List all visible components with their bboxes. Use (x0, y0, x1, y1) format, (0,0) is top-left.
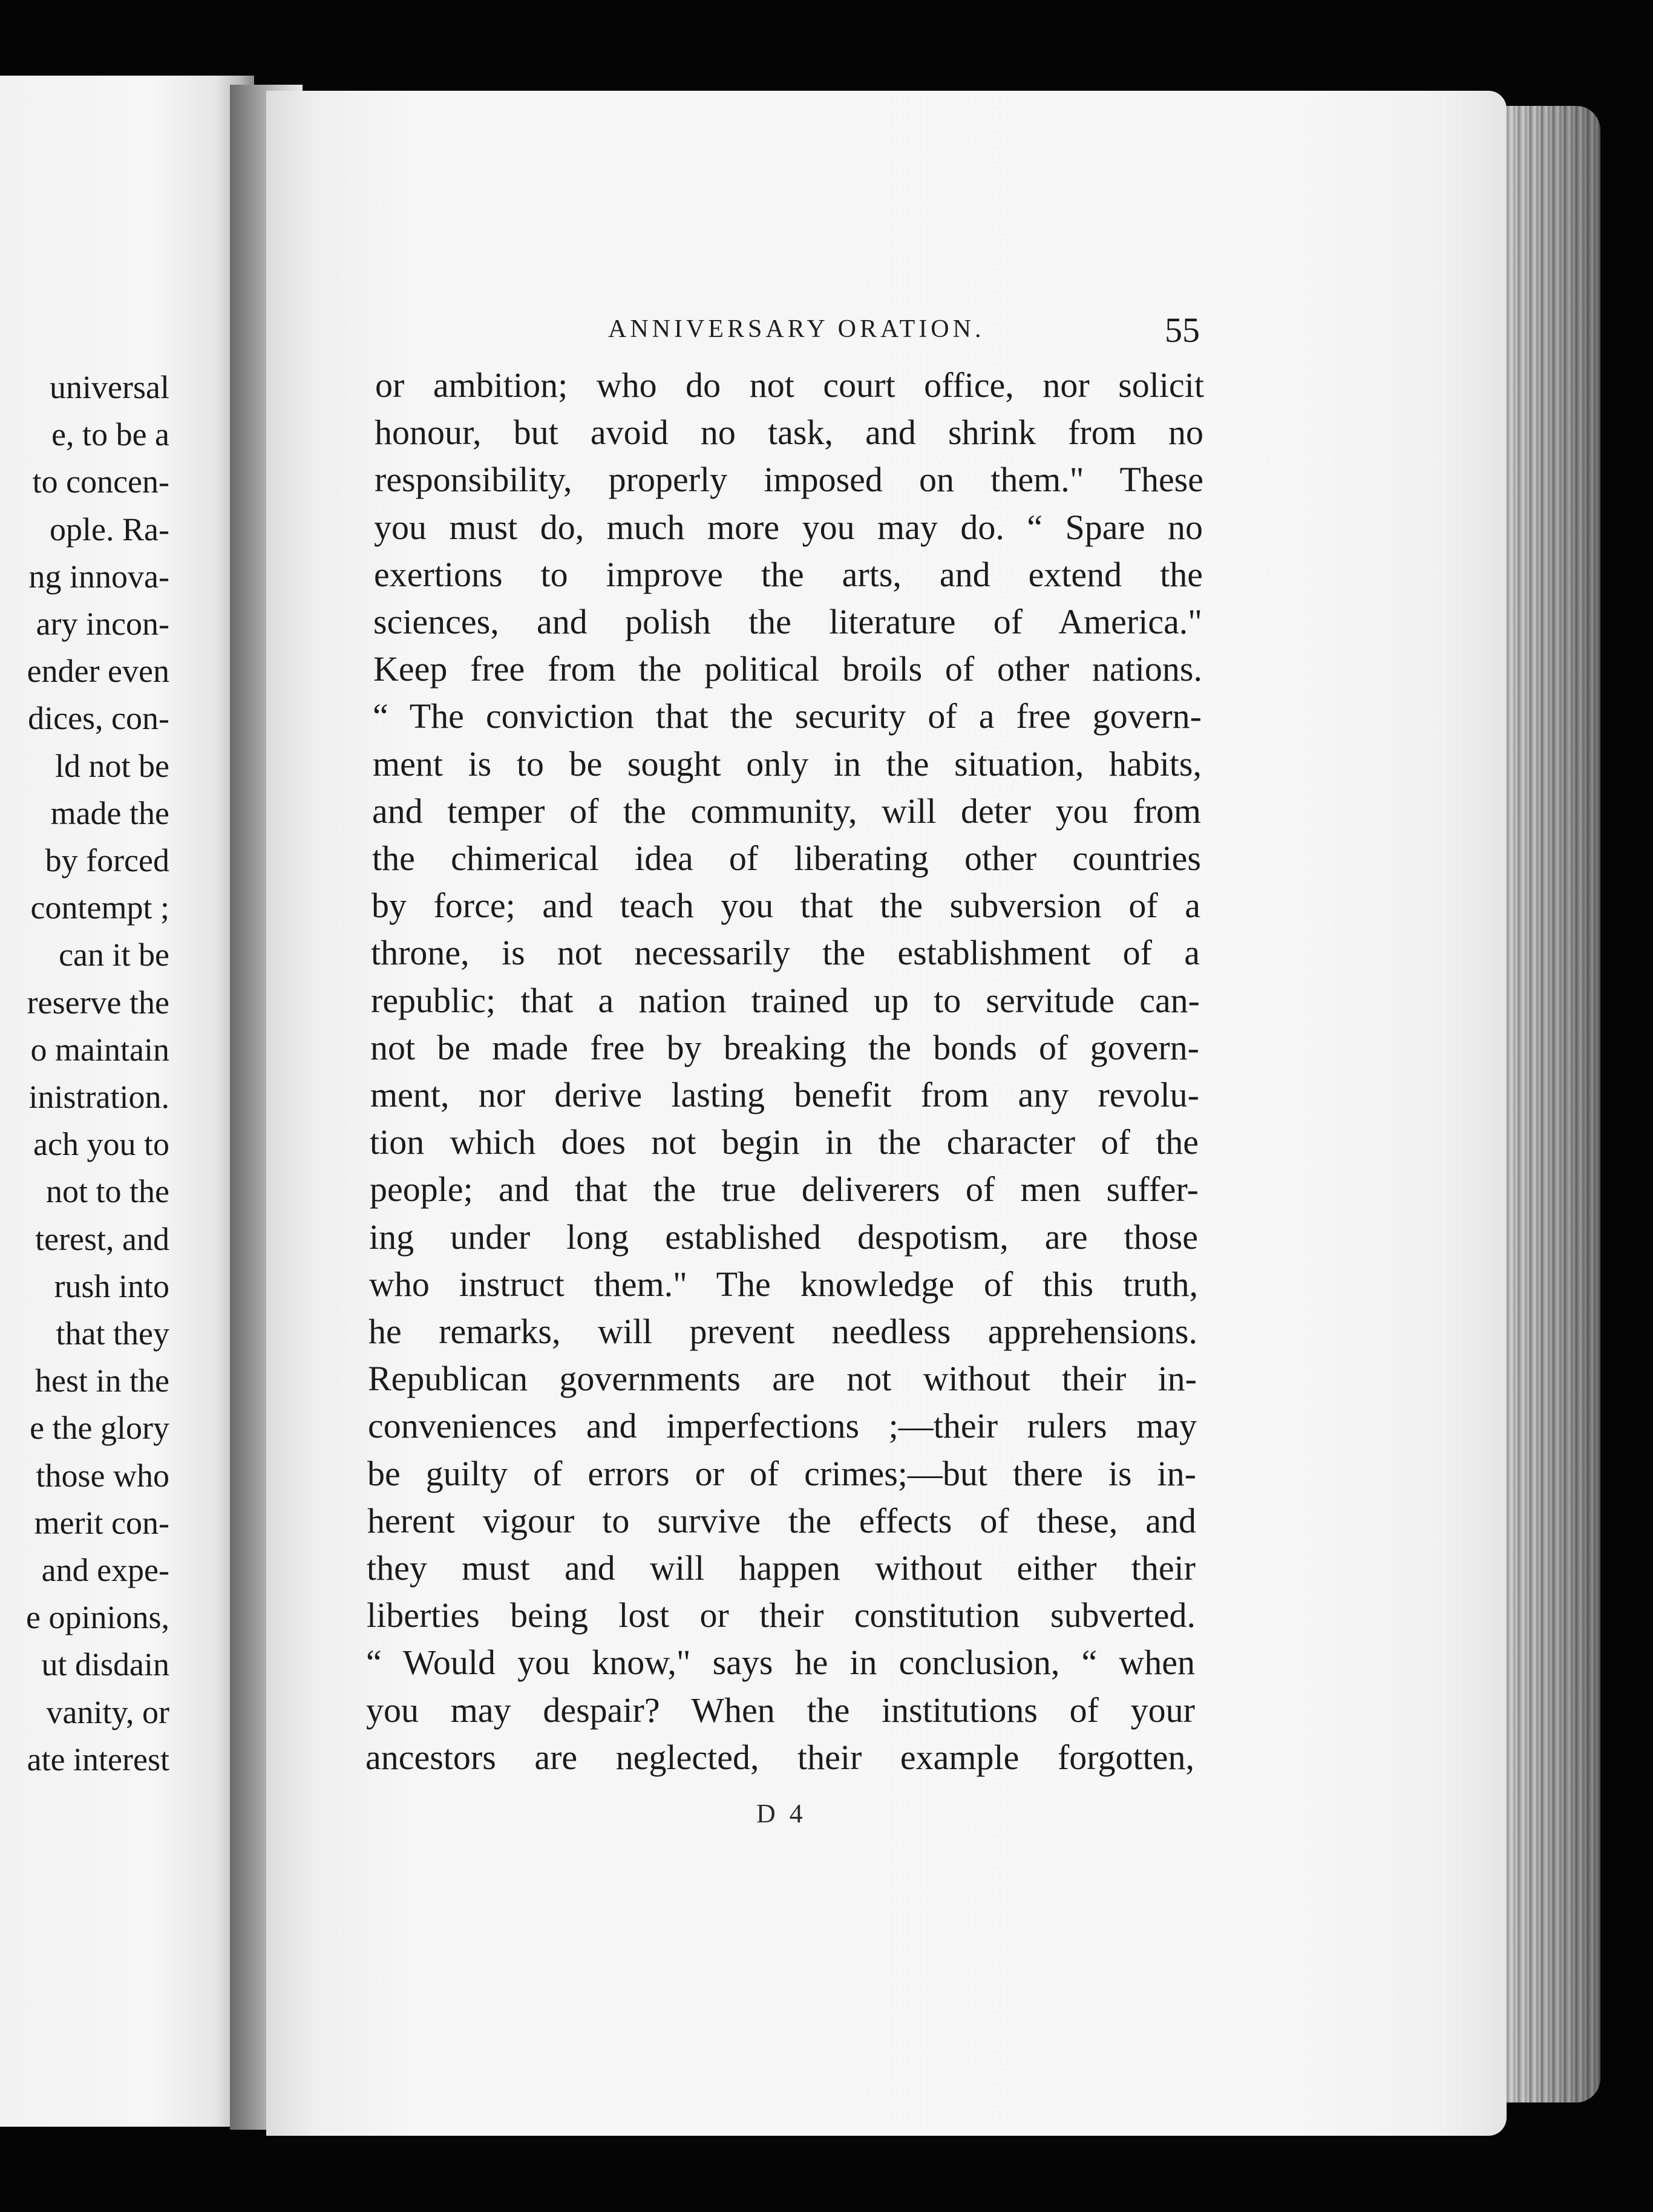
text-line: sciences, and polish the literature of America." (373, 602, 1202, 641)
left-text-line: ng innova- (28, 558, 169, 595)
left-text-line: ender even (27, 653, 169, 689)
left-text-line: those who (36, 1458, 169, 1494)
left-text-line: ary incon- (36, 606, 169, 642)
text-line: conveniences and imperfections ;—their rulers may (368, 1406, 1197, 1445)
text-line: not be made free by breaking the bonds of govern- (370, 1028, 1199, 1067)
text-line: liberties being lost or their constitution subverted. (367, 1595, 1196, 1635)
left-text-line: ld not be (55, 748, 169, 784)
left-text-line: dices, con- (28, 700, 169, 736)
left-text-line: universal (50, 369, 169, 405)
text-line: tion which does not begin in the character of the (370, 1122, 1199, 1162)
left-text-line: e opinions, (26, 1599, 169, 1635)
left-text-line: ate interest (27, 1741, 169, 1778)
text-line: responsibility, properly imposed on them." These (375, 460, 1203, 499)
left-text-line: can it be (59, 937, 169, 973)
running-head: ANNIVERSARY ORATION. (608, 315, 985, 343)
text-line: “ Would you know," says he in conclusion, “ when (366, 1643, 1195, 1682)
left-text-line: to concen- (32, 463, 169, 500)
left-text-line: ut disdain (41, 1646, 169, 1683)
text-line: Republican governments are not without their in- (368, 1359, 1197, 1398)
left-text-line: that they (56, 1315, 169, 1352)
text-line: by force; and teach you that the subversion of a (372, 886, 1200, 925)
text-line: republic; that a nation trained up to servitude can- (371, 981, 1200, 1020)
text-line: throne, is not necessarily the establishment of a (371, 933, 1200, 972)
text-line: who instruct them." The knowledge of this truth, (369, 1265, 1198, 1304)
text-line: people; and that the true deliverers of men suffer- (370, 1170, 1199, 1209)
text-line: and temper of the community, will deter you from (372, 791, 1201, 831)
text-line: the chimerical idea of liberating other countries (372, 839, 1201, 878)
text-line: honour, but avoid no task, and shrink from no (375, 413, 1203, 452)
left-text-line: merit con- (34, 1505, 169, 1541)
left-text-line: ach you to (33, 1126, 169, 1162)
left-text-line: not to the (46, 1173, 169, 1209)
left-text-line: e the glory (30, 1410, 169, 1446)
left-text-line: e, to be a (51, 416, 169, 453)
text-line: they must and will happen without either their (367, 1548, 1196, 1588)
text-line: ing under long established despotism, are those (369, 1217, 1198, 1257)
left-text-line: reserve the (27, 984, 169, 1021)
left-text-line: hest in the (35, 1363, 169, 1399)
text-line: or ambition; who do not court office, nor solicit (375, 365, 1204, 405)
text-line: you may despair? When the institutions of your (366, 1690, 1195, 1730)
page-fore-edge-shade (1491, 106, 1600, 2102)
left-text-line: ople. Ra- (50, 511, 169, 548)
left-text-line: inistration. (28, 1079, 169, 1115)
signature-mark: D 4 (756, 1799, 807, 1828)
left-text-line: and expe- (41, 1552, 169, 1588)
left-text-line: vanity, or (46, 1694, 169, 1730)
text-line: ancestors are neglected, their example forgotten, (365, 1738, 1194, 1777)
left-text-line: terest, and (35, 1221, 169, 1257)
left-text-line: o maintain (30, 1032, 169, 1068)
text-line: he remarks, will prevent needless apprehensions. (368, 1312, 1197, 1351)
text-line: you must do, much more you may do. “ Spare no (374, 508, 1203, 547)
left-text-line: rush into (54, 1268, 169, 1304)
text-line: be guilty of errors or of crimes;—but there is in- (367, 1454, 1196, 1493)
text-line: Keep free from the political broils of other nations. (373, 649, 1202, 689)
left-text-line: made the (50, 795, 169, 831)
text-line: ment is to be sought only in the situation, habits, (373, 744, 1202, 784)
text-line: exertions to improve the arts, and extend the (374, 555, 1203, 594)
left-page (0, 76, 254, 2127)
left-text-line: by forced (45, 842, 169, 879)
page-number: 55 (1165, 310, 1200, 350)
left-text-line: contempt ; (30, 889, 169, 926)
text-line: “ The conviction that the security of a free govern- (373, 696, 1202, 736)
text-line: ment, nor derive lasting benefit from any revolu- (370, 1075, 1199, 1114)
text-line: herent vigour to survive the effects of these, and (367, 1501, 1196, 1540)
